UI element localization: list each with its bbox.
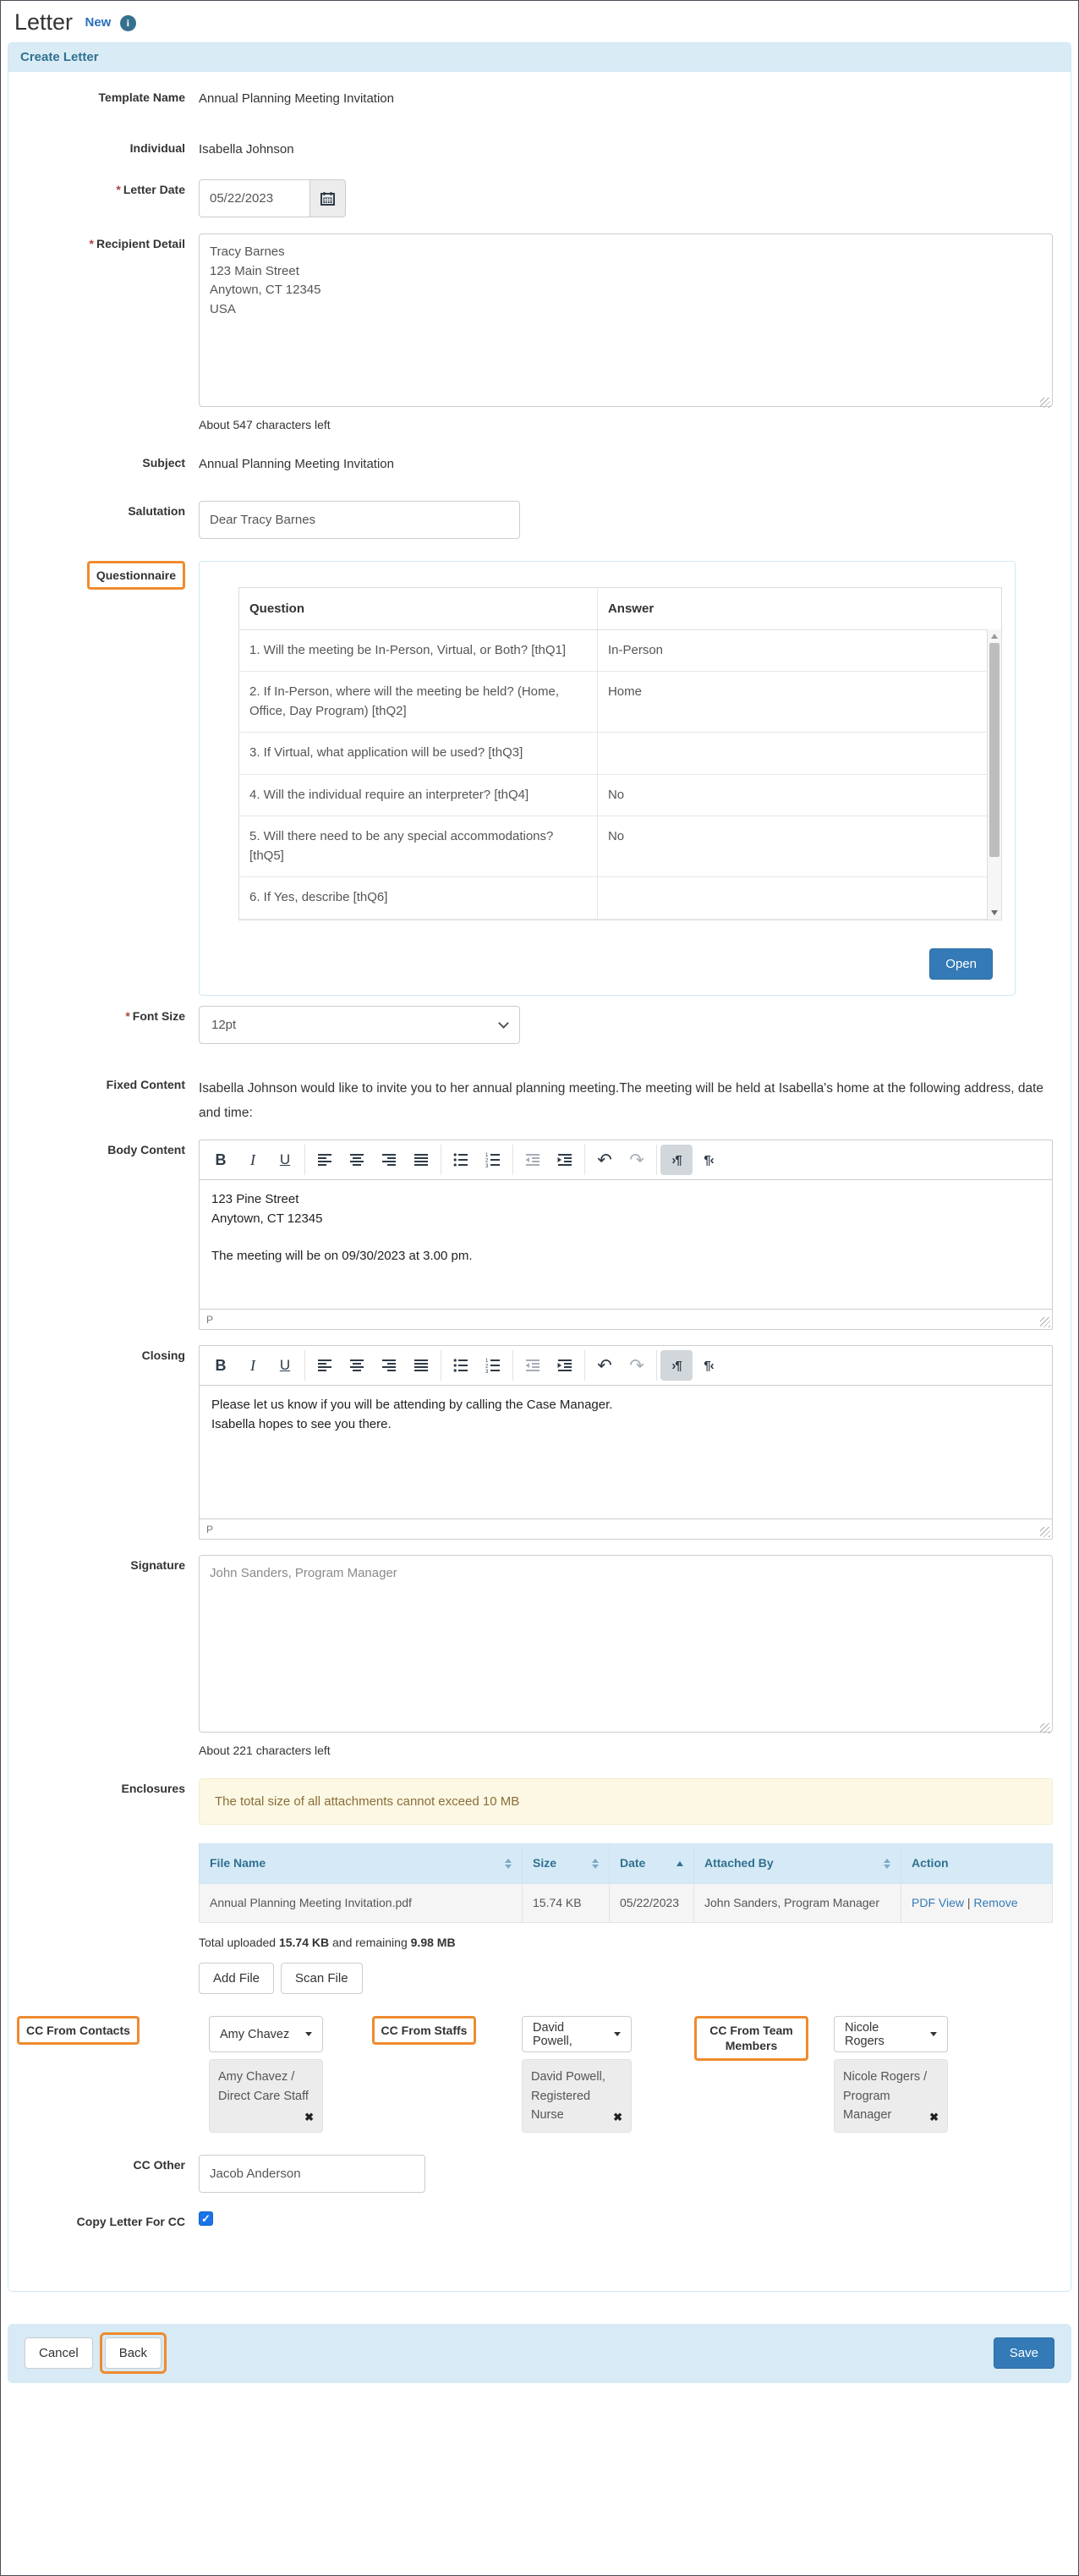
page-header	[1, 1, 1078, 41]
underline-icon[interactable]: U	[269, 1350, 301, 1381]
calendar-icon	[320, 191, 335, 206]
signature-label: Signature	[130, 1558, 185, 1573]
svg-text:3: 3	[485, 1370, 489, 1374]
row-font-size	[8, 1006, 1058, 1044]
vertical-scrollbar[interactable]	[987, 629, 1001, 920]
outdent-icon[interactable]	[517, 1145, 549, 1175]
individual-value: Isabella Johnson	[199, 142, 294, 157]
questionnaire-row	[239, 629, 1001, 672]
editor-line	[211, 1228, 1040, 1247]
cc-from-contacts-label: CC From Contacts	[17, 2016, 140, 2045]
align-left-icon[interactable]	[309, 1145, 341, 1175]
question-cell: 6. If Yes, describe [thQ6]	[239, 877, 597, 920]
body-content-label: Body Content	[107, 1143, 185, 1157]
answer-column-header: Answer	[597, 588, 1001, 630]
editor-status-bar	[200, 1519, 1052, 1539]
answer-cell: Home	[597, 672, 1001, 733]
align-center-icon[interactable]	[341, 1350, 373, 1381]
questionnaire-row	[239, 733, 1001, 775]
scrollbar-thumb[interactable]	[989, 643, 1000, 858]
bold-icon[interactable]: B	[205, 1145, 237, 1175]
cancel-button[interactable]: Cancel	[25, 2337, 93, 2369]
underline-icon[interactable]: U	[269, 1145, 301, 1175]
sort-icon[interactable]	[505, 1859, 512, 1869]
align-right-icon[interactable]	[373, 1350, 405, 1381]
recipient-detail-textarea[interactable]	[199, 233, 1053, 407]
bullet-list-icon[interactable]	[445, 1350, 477, 1381]
remove-chip-icon[interactable]	[929, 2109, 939, 2126]
cc-from-staffs-label: CC From Staffs	[372, 2016, 477, 2045]
subject-label: Subject	[142, 455, 185, 470]
answer-cell: No	[597, 816, 1001, 877]
row-subject	[8, 453, 1058, 473]
scan-file-button[interactable]: Scan File	[281, 1963, 363, 1994]
resize-grip-icon[interactable]	[1040, 1527, 1050, 1537]
date-column-header[interactable]: Date	[610, 1844, 694, 1884]
sort-icon[interactable]	[592, 1859, 599, 1869]
redo-icon[interactable]: ↷	[621, 1350, 653, 1381]
question-cell: 2. If In-Person, where will the meeting be held? (Home, Office, Day Program) [thQ2]	[239, 672, 597, 733]
cc-contacts-dropdown[interactable]: Amy Chavez	[209, 2016, 323, 2052]
svg-text:2: 2	[485, 1158, 489, 1164]
body-content-editor	[199, 1140, 1053, 1330]
editor-toolbar	[200, 1140, 1052, 1180]
indent-icon[interactable]	[549, 1350, 581, 1381]
template-name-value: Annual Planning Meeting Invitation	[199, 91, 394, 106]
required-star: *	[125, 1008, 130, 1023]
cc-other-label: CC Other	[133, 2158, 185, 2172]
template-name-label: Template Name	[98, 91, 185, 104]
salutation-label: Salutation	[128, 503, 185, 518]
row-questionnaire	[8, 561, 1058, 996]
info-icon[interactable]	[120, 15, 136, 31]
panel-heading: Create Letter	[8, 43, 1071, 72]
editor-line: Anytown, CT 12345	[211, 1211, 323, 1226]
row-recipient-detail	[8, 233, 1058, 434]
file-name-cell: Annual Planning Meeting Invitation.pdf	[200, 1883, 523, 1922]
add-file-button[interactable]: Add File	[199, 1963, 274, 1994]
row-enclosures	[8, 1778, 1058, 1994]
editor-line: The meeting will be on 09/30/2023 at 3.00 pm.	[211, 1249, 473, 1264]
italic-icon[interactable]: I	[237, 1350, 269, 1381]
bold-icon[interactable]: B	[205, 1350, 237, 1381]
caret-down-icon	[305, 2032, 312, 2036]
editor-line: Please let us know if you will be attending by calling the Case Manager.	[211, 1398, 613, 1413]
paragraph-rtl-icon[interactable]: ¶‹	[693, 1145, 725, 1175]
font-size-label: Font Size	[132, 1008, 185, 1023]
questionnaire-table	[238, 587, 1002, 920]
closing-label: Closing	[141, 1348, 185, 1363]
status-badge: New	[85, 15, 112, 30]
calendar-button[interactable]	[310, 179, 346, 217]
align-justify-icon[interactable]	[405, 1350, 437, 1381]
align-right-icon[interactable]	[373, 1145, 405, 1175]
enclosures-label: Enclosures	[121, 1782, 185, 1796]
questionnaire-row	[239, 877, 1001, 920]
panel-body	[8, 72, 1071, 2291]
back-button-highlight	[100, 2332, 167, 2374]
svg-text:1: 1	[485, 1153, 489, 1159]
page-title: Letter	[14, 9, 74, 35]
sort-ascending-icon[interactable]	[676, 1861, 683, 1866]
attachment-size-warning: The total size of all attachments cannot exceed 10 MB	[199, 1778, 1053, 1825]
remove-chip-icon[interactable]	[613, 2109, 622, 2126]
closing-editor	[199, 1345, 1053, 1540]
recipient-detail-label: Recipient Detail	[96, 237, 185, 250]
row-closing	[8, 1345, 1058, 1540]
size-cell: 15.74 KB	[523, 1883, 610, 1922]
svg-text:1: 1	[485, 1359, 489, 1365]
recipient-detail-hint: About 547 characters left	[199, 418, 331, 431]
question-column-header: Question	[239, 588, 597, 630]
italic-icon[interactable]: I	[237, 1145, 269, 1175]
row-letter-date	[8, 179, 1058, 217]
action-column-header: Action	[901, 1844, 1053, 1884]
row-fixed-content	[8, 1074, 1058, 1126]
svg-text:2: 2	[485, 1364, 489, 1370]
align-center-icon[interactable]	[341, 1145, 373, 1175]
questionnaire-row	[239, 774, 1001, 816]
redo-icon[interactable]: ↷	[621, 1145, 653, 1175]
row-salutation	[8, 501, 1058, 539]
cc-staffs-dropdown[interactable]: David Powell,	[522, 2016, 632, 2052]
question-cell: 4. Will the individual require an interpreter? [thQ4]	[239, 774, 597, 816]
attachment-row	[200, 1883, 1053, 1922]
save-button[interactable]: Save	[994, 2337, 1054, 2369]
resize-grip-icon[interactable]	[1040, 398, 1050, 408]
editor-line: Isabella hopes to see you there.	[211, 1416, 392, 1431]
indent-icon[interactable]	[549, 1145, 581, 1175]
row-body-content	[8, 1140, 1058, 1330]
questionnaire-row	[239, 816, 1001, 877]
date-cell: 05/22/2023	[610, 1883, 694, 1922]
outdent-icon[interactable]	[517, 1350, 549, 1381]
action-separator: |	[967, 1895, 971, 1909]
attached-by-cell: John Sanders, Program Manager	[694, 1883, 901, 1922]
cc-contact-chip: Amy Chavez / Direct Care Staff ✖	[209, 2059, 323, 2133]
row-individual	[8, 138, 1058, 158]
salutation-input[interactable]	[199, 501, 520, 539]
answer-cell	[597, 877, 1001, 920]
open-button[interactable]: Open	[929, 948, 993, 980]
editor-line: 123 Pine Street	[211, 1192, 299, 1207]
caret-down-icon	[614, 2032, 621, 2036]
resize-grip-icon[interactable]	[1040, 1723, 1050, 1733]
action-cell	[901, 1883, 1053, 1922]
footer-bar	[8, 2324, 1071, 2383]
remove-chip-icon[interactable]	[304, 2109, 314, 2126]
create-letter-panel	[8, 42, 1071, 2292]
size-column-header[interactable]: Size	[523, 1844, 610, 1884]
questionnaire-panel	[199, 561, 1016, 996]
sort-icon[interactable]	[884, 1859, 890, 1869]
row-signature	[8, 1555, 1058, 1760]
file-name-column-header[interactable]: File Name	[200, 1844, 523, 1884]
undo-icon[interactable]: ↶	[589, 1145, 621, 1175]
question-cell: 5. Will there need to be any special accommodations? [thQ5]	[239, 816, 597, 877]
letter-date-label: Letter Date	[123, 183, 185, 196]
questionnaire-label: Questionnaire	[87, 561, 185, 590]
fixed-content-label: Fixed Content	[106, 1077, 185, 1091]
copy-letter-for-cc-label: Copy Letter For CC	[76, 2215, 185, 2229]
cc-section	[8, 2016, 1058, 2133]
answer-cell	[597, 733, 1001, 775]
individual-label: Individual	[129, 141, 185, 155]
body-content-textbox[interactable]	[200, 1180, 1052, 1309]
row-cc-other	[8, 2155, 1058, 2193]
required-star: *	[89, 237, 94, 250]
row-copy-letter-for-cc	[8, 2210, 1058, 2231]
copy-letter-checkbox[interactable]	[199, 2211, 213, 2226]
enclosures-table	[199, 1843, 1053, 1923]
align-left-icon[interactable]	[309, 1350, 341, 1381]
fixed-content-value: Isabella Johnson would like to invite you to her annual planning meeting.The meeting will be held at Isabella's home at the following address, date and time:	[199, 1080, 1044, 1121]
closing-textbox[interactable]	[200, 1386, 1052, 1519]
cc-team-members-dropdown[interactable]: Nicole Rogers	[834, 2016, 948, 2052]
chevron-down-icon	[498, 1018, 509, 1029]
cc-other-input[interactable]	[199, 2155, 425, 2193]
signature-textarea[interactable]	[199, 1555, 1053, 1733]
questionnaire-row	[239, 672, 1001, 733]
cc-team-member-chip: Nicole Rogers / Program Manager ✖	[834, 2059, 948, 2133]
question-cell: 1. Will the meeting be In-Person, Virtual, or Both? [thQ1]	[239, 629, 597, 672]
answer-cell: No	[597, 774, 1001, 816]
required-star: *	[116, 183, 121, 196]
resize-grip-icon[interactable]	[1040, 1317, 1050, 1327]
subject-value: Annual Planning Meeting Invitation	[199, 456, 394, 471]
caret-down-icon	[930, 2032, 937, 2036]
letter-date-input[interactable]	[199, 179, 310, 217]
attached-by-column-header[interactable]: Attached By	[694, 1844, 901, 1884]
undo-icon[interactable]: ↶	[589, 1350, 621, 1381]
cc-staff-chip: David Powell, Registered Nurse ✖	[522, 2059, 632, 2133]
editor-status-bar	[200, 1309, 1052, 1329]
bullet-list-icon[interactable]	[445, 1145, 477, 1175]
scroll-down-icon[interactable]	[991, 910, 998, 915]
remove-link[interactable]: Remove	[973, 1895, 1018, 1909]
pdf-view-link[interactable]: PDF View	[912, 1895, 964, 1909]
question-cell: 3. If Virtual, what application will be used? [thQ3]	[239, 733, 597, 775]
font-size-select[interactable]	[199, 1006, 520, 1044]
numbered-list-icon[interactable]	[477, 1350, 509, 1381]
numbered-list-icon[interactable]	[477, 1145, 509, 1175]
back-button[interactable]: Back	[105, 2337, 162, 2369]
scroll-up-icon[interactable]	[991, 634, 998, 639]
signature-hint: About 221 characters left	[199, 1744, 331, 1758]
paragraph-rtl-icon[interactable]: ¶‹	[693, 1350, 725, 1381]
editor-toolbar	[200, 1346, 1052, 1386]
paragraph-ltr-icon[interactable]: ›¶	[660, 1350, 693, 1381]
upload-total-text: Total uploaded 15.74 KB and remaining 9.98 MB	[199, 1935, 456, 1949]
cc-from-team-members-label: CC From Team Members	[694, 2016, 808, 2060]
editor-path: P	[206, 1523, 214, 1535]
paragraph-ltr-icon[interactable]: ›¶	[660, 1145, 693, 1175]
align-justify-icon[interactable]	[405, 1145, 437, 1175]
svg-text:3: 3	[485, 1164, 489, 1168]
font-size-value: 12pt	[211, 1017, 237, 1032]
editor-path: P	[206, 1313, 214, 1326]
row-template-name	[8, 87, 1058, 107]
answer-cell: In-Person	[597, 629, 1001, 672]
